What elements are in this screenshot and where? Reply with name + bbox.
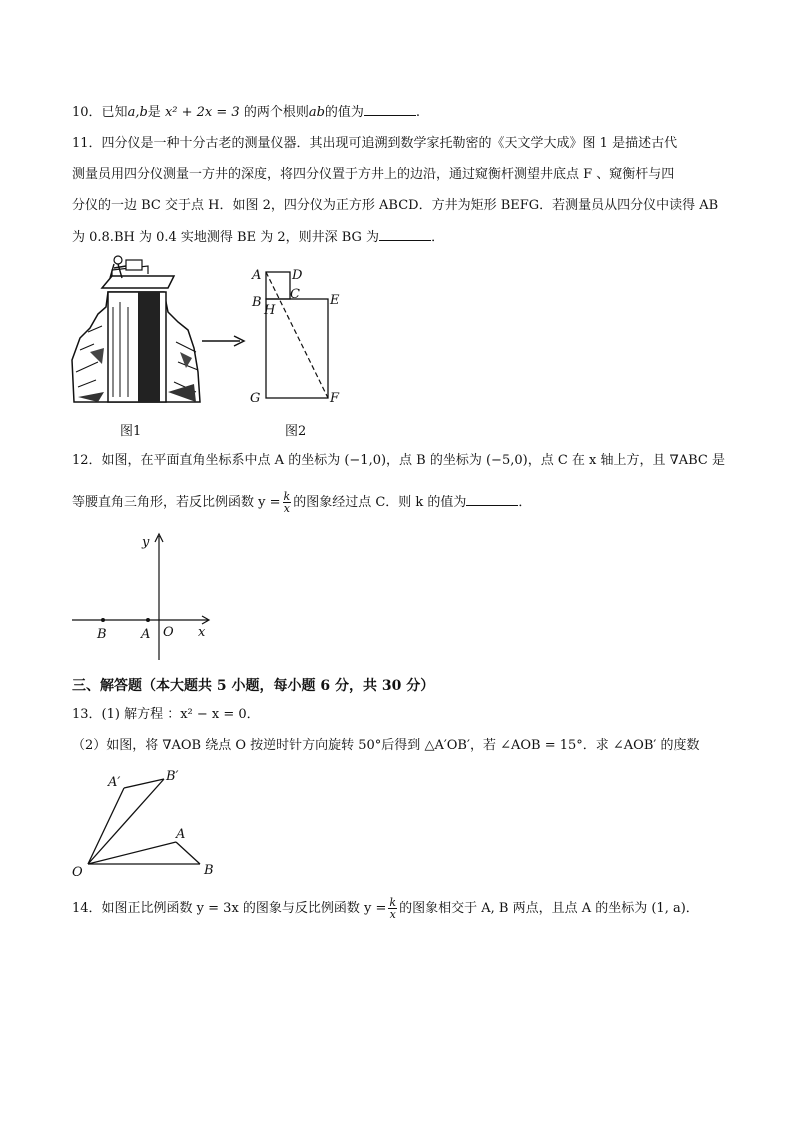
segment-AB	[176, 842, 200, 864]
label-H: H	[264, 303, 276, 318]
label-D: D	[292, 268, 303, 283]
coordinate-axes-figure	[68, 528, 218, 664]
label-A: A	[176, 827, 186, 842]
answer-blank[interactable]	[466, 493, 518, 506]
label-x: x	[198, 625, 206, 640]
label-B: B	[97, 627, 107, 642]
q10-vars: a,b	[127, 105, 148, 120]
q10-text-4: 的值为	[324, 105, 364, 120]
q11-line-3: 分仪的一边 BC 交于点 H．如图 2，四分仪为正方形 ABCD．方井为矩形 BEFG．若测量员从四分仪中读得 AB	[72, 198, 719, 213]
q11-line-4-text: 为 0.8.BH 为 0.4 实地测得 BE 为 2，则井深 BG 为	[72, 230, 380, 245]
figure-1-illustration	[68, 252, 204, 412]
q13-line-2: （2）如图，将 ∇AOB 绕点 O 按逆时针方向旋转 50°后得到 △A′OB′，若 ∠AOB = 15°．求 ∠AOB′ 的度数	[72, 738, 700, 753]
segment-OA	[88, 842, 176, 864]
rotation-figure	[68, 764, 228, 882]
q10-end: .	[415, 105, 421, 120]
answer-blank[interactable]	[364, 103, 416, 116]
q12-line-1: 12．如图，在平面直角坐标系中点 A 的坐标为 (−1,0)，点 B 的坐标为 (−5,0)，点 C 在 x 轴上方，且 ∇ABC 是	[72, 453, 725, 468]
q14-line-1-text: 14．如图正比例函数 y = 3x 的图象与反比例函数 y =	[72, 901, 387, 916]
segment-OA1	[88, 788, 124, 864]
q10-ab: ab	[308, 105, 325, 120]
fraction-denominator: x	[283, 502, 290, 515]
q12-line-2-text: 等腰直角三角形，若反比例函数 y =	[72, 495, 281, 510]
q10-text-3: 的两个根则	[243, 105, 309, 120]
label-C: C	[290, 287, 300, 302]
q11-line-4-end: ．	[431, 230, 445, 245]
label-A: A	[141, 627, 151, 642]
segment-OB1	[88, 779, 164, 864]
label-O: O	[72, 865, 83, 880]
q10-text-1: 已知	[101, 105, 128, 120]
q10-equation: x² + 2x = 3	[164, 105, 240, 120]
figure-1-caption: 图1	[120, 424, 142, 439]
q11-line-4	[72, 228, 444, 247]
fraction-numerator: k	[389, 896, 397, 909]
label-G: G	[250, 391, 261, 406]
q12-line-2	[72, 491, 531, 514]
q14-line-1	[72, 897, 699, 920]
q13-line-1: 13．(1) 解方程 ：x² − x = 0．	[72, 707, 260, 722]
label-E: E	[330, 293, 340, 308]
figure-2-diagram	[244, 262, 354, 410]
q11-line-1: 11．四分仪是一种十分古老的测量仪器．其出现可追溯到数学家托勒密的《天文学大成》图 1 是描述古代	[72, 136, 678, 151]
label-B: B	[204, 863, 214, 878]
fraction-k-over-x	[283, 491, 292, 514]
square-abcd	[266, 272, 290, 299]
q10-text-2: 是	[147, 105, 161, 120]
arrow-icon	[202, 334, 246, 348]
fraction-numerator: k	[283, 490, 291, 503]
label-y: y	[142, 535, 150, 550]
label-O: O	[163, 625, 174, 640]
q12-line-2-end: ．	[518, 495, 532, 510]
question-10	[72, 103, 420, 122]
fraction-k-over-x	[388, 897, 397, 920]
q14-line-1-text-b: 的图象相交于 A, B 两点，且点 A 的坐标为 (1, a)．	[399, 901, 699, 916]
point-B	[101, 618, 105, 622]
question-number: 10．	[72, 105, 102, 120]
label-B-prime: B′	[166, 769, 179, 784]
label-F: F	[330, 391, 340, 406]
section-3-title: 三、解答题（本大题共 5 小题，每小题 6 分，共 30 分）	[72, 678, 435, 694]
point-A	[146, 618, 150, 622]
label-A: A	[252, 268, 262, 283]
q12-line-2-text-b: 的图象经过点 C．则 k 的值为	[293, 495, 467, 510]
figure-2-caption: 图2	[285, 424, 307, 439]
label-A-prime: A′	[108, 775, 121, 790]
label-B: B	[252, 295, 262, 310]
fraction-denominator: x	[389, 908, 396, 921]
answer-blank[interactable]	[379, 228, 431, 241]
q11-line-2: 测量员用四分仪测量一方井的深度，将四分仪置于方井上的边沿，通过窥衡杆测望井底点 F 、窥衡杆与四	[72, 167, 675, 182]
